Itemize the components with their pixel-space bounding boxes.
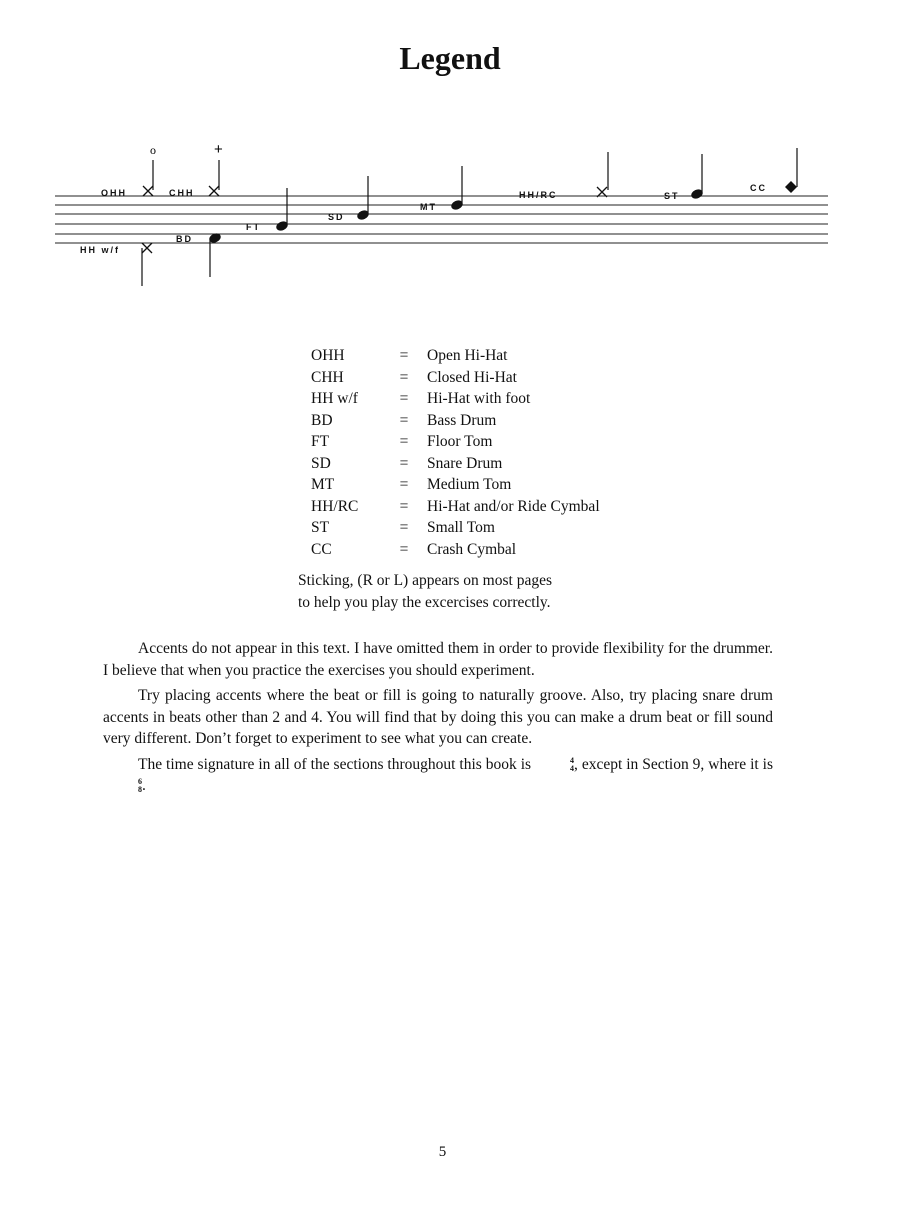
legend-name: Crash Cymbal <box>427 540 517 558</box>
legend-row <box>311 474 600 496</box>
legend-name: Open Hi-Hat <box>427 347 508 364</box>
time-sig-bottom: 4 <box>570 763 574 773</box>
time-sig-top: 4 <box>570 755 574 765</box>
paragraph <box>103 754 773 797</box>
paragraph: Accents do not appear in this text. I have omitted them in order to provide flexibility for the drummer. I believe that when you practice the exercises you should experiment. <box>103 640 773 679</box>
legend-equals: = <box>399 433 409 450</box>
st-note <box>664 154 704 201</box>
legend-name: Hi-Hat and/or Ride Cymbal <box>427 497 600 515</box>
hhwf-label: HH w/f <box>80 245 120 255</box>
legend-equals: = <box>399 347 409 364</box>
legend-row <box>311 517 600 539</box>
legend-abbr: ST <box>311 519 330 536</box>
hhwf-note <box>80 243 152 286</box>
legend-abbr: HH w/f <box>311 390 358 407</box>
legend-name: Medium Tom <box>427 476 512 493</box>
paragraph: Try placing accents where the beat or fill is going to naturally groove. Also, try placing snare drum accents in beats other than 2 and 4. You will find that by doing this you can make a drum beat or fill sound very different. Don’t forget to experiment to see what you can create. <box>103 687 773 747</box>
bd-note <box>176 232 222 277</box>
chh-note <box>169 141 223 198</box>
x-notehead <box>143 186 153 196</box>
legend-abbr: OHH <box>311 347 345 364</box>
x-notehead <box>209 186 219 196</box>
sticking-line: Sticking, (R or L) appears on most pages <box>298 572 552 589</box>
legend-name: Small Tom <box>427 519 495 536</box>
legend-row <box>311 496 600 518</box>
ft-note <box>246 188 289 232</box>
hhrc-note <box>519 152 608 200</box>
sd-label: SD <box>328 212 345 222</box>
legend-equals: = <box>399 540 409 558</box>
legend-equals: = <box>399 519 409 536</box>
legend-abbr: CC <box>311 540 332 558</box>
ft-label: FT <box>246 222 261 232</box>
st-label: ST <box>664 191 680 201</box>
legend-abbr: SD <box>311 454 331 472</box>
legend-name: Snare Drum <box>427 454 503 472</box>
legend-name: Closed Hi-Hat <box>427 368 517 386</box>
staff-lines <box>55 196 828 243</box>
sticking-line: to help you play the excercises correctly. <box>298 593 551 611</box>
legend-equals: = <box>399 454 409 472</box>
legend-abbr: FT <box>311 433 330 450</box>
chh-label: CHH <box>169 188 195 198</box>
legend-row <box>311 345 600 367</box>
time-sig-top: 6 <box>138 777 142 786</box>
time-signature-4-4 <box>535 757 574 773</box>
legend-equals: = <box>399 476 409 493</box>
ohh-note <box>101 143 156 198</box>
x-notehead <box>142 243 152 253</box>
time-signature-6-8 <box>103 778 142 794</box>
ohh-label: OHH <box>101 188 127 198</box>
legend-abbr: CHH <box>311 368 344 386</box>
page-title: Legend <box>399 40 501 76</box>
bd-label: BD <box>176 234 193 244</box>
legend-equals: = <box>399 368 409 386</box>
legend-name: Hi-Hat with foot <box>427 390 531 407</box>
mt-label: MT <box>420 202 437 212</box>
closed-mark: + <box>214 141 223 158</box>
paragraph-text: The time signature in all of the sections throughout this book is <box>138 755 535 773</box>
hhrc-label: HH/RC <box>519 190 558 200</box>
legend-row <box>311 453 600 475</box>
body-text <box>103 638 773 801</box>
paragraph-text: , except in Section 9, where it is <box>574 755 773 773</box>
legend-row <box>311 388 600 410</box>
open-mark: o <box>150 143 156 157</box>
sticking-note <box>298 570 552 613</box>
legend-equals: = <box>399 411 409 429</box>
cc-label: CC <box>750 183 767 193</box>
diamond-notehead <box>785 181 797 193</box>
legend-row <box>311 431 600 453</box>
drum-notation-staff <box>0 130 900 300</box>
legend-row <box>311 410 600 432</box>
legend-equals: = <box>399 497 409 515</box>
legend-name: Floor Tom <box>427 433 493 450</box>
page-number: 5 <box>438 1144 447 1160</box>
legend-row <box>311 367 600 389</box>
legend-abbr: HH/RC <box>311 497 359 515</box>
sd-note <box>328 176 370 222</box>
legend-equals: = <box>399 390 409 407</box>
cc-note <box>750 148 797 193</box>
legend-abbr: MT <box>311 476 335 493</box>
legend-table <box>311 345 600 560</box>
paragraph-text: . <box>142 777 146 794</box>
legend-row <box>311 539 600 561</box>
time-sig-bottom: 8 <box>138 785 142 794</box>
legend-abbr: BD <box>311 411 333 429</box>
legend-name: Bass Drum <box>427 411 497 429</box>
